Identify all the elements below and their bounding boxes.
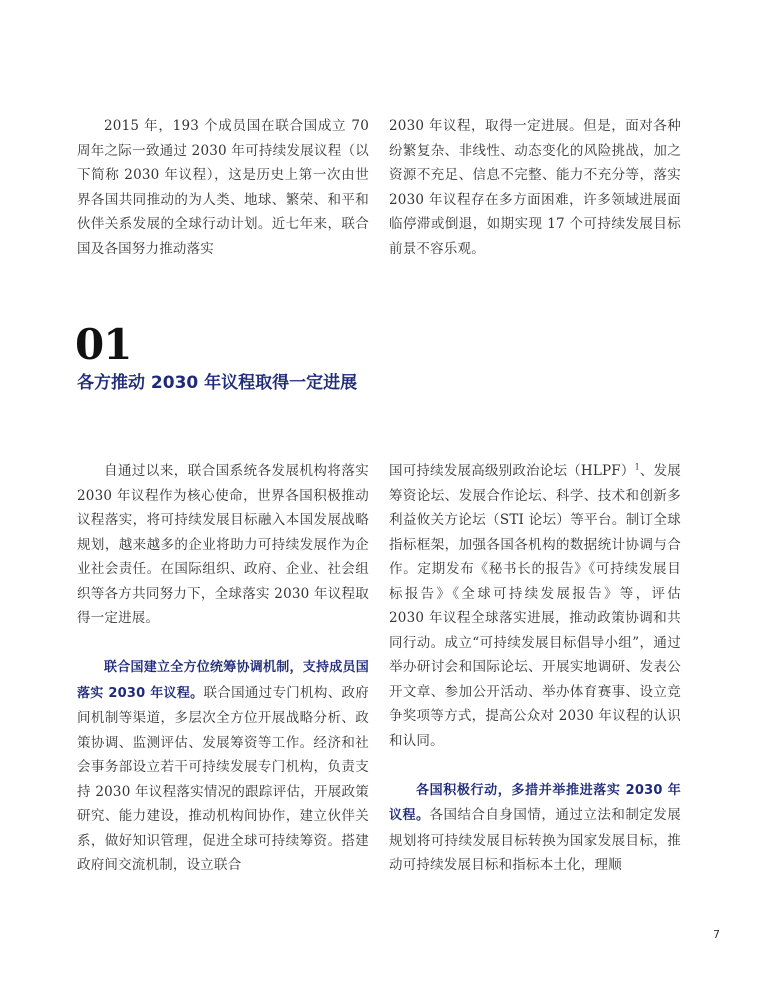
paragraph-lead-heading: 各国积极行动，多措并举推进落实 2030 年议程。 (389, 782, 681, 823)
section-right-column (389, 459, 681, 878)
section-title: 各方推动 2030 年议程取得一定进展 (77, 373, 358, 393)
body-paragraph (389, 778, 681, 878)
paragraph-body: 、发展筹资论坛、发展合作论坛、科学、技术和创新多利益攸关方论坛（STI 论坛）等平台。制订全球指标框架，加强各国各机构的数据统计协调与合作。定期发布《秘书长的报告》《可持续发展目标报告》《全球可持续发展报告》等，评估 2030 年议程全球落实进展，推动政策协调和共同行动。成立“可持续发展目标倡导小组”，通过举办研讨会和国际论坛、开展实地调研、发表公开文章、参加公开活动、举办体育赛事、设立竞争奖项等方式，提高公众对 2030 年议程的认识和认同。 (389, 463, 681, 749)
section-left-column (77, 459, 369, 878)
footnote-marker: 1 (634, 462, 640, 472)
paragraph-body: 各国结合自身国情，通过立法和制定发展规划将可持续发展目标转换为国家发展目标，推动可持续发展目标和指标本土化，理顺 (389, 807, 681, 873)
body-paragraph (389, 459, 681, 753)
paragraph-body: 国可持续发展高级别政治论坛（HLPF） (389, 463, 635, 479)
section-number: 01 (75, 320, 132, 369)
body-paragraph (77, 655, 369, 878)
paragraph-gap (389, 753, 681, 778)
intro-paragraph-right: 2030 年议程，取得一定进展。但是，面对各种纷繁复杂、非线性、动态变化的风险挑战，加之资源不充足、信息不完整、能力不充分等，落实 2030 年议程存在多方面困难，许多领域进展面临停滞或倒退，如期实现 17 个可持续发展目标前景不容乐观。 (389, 118, 681, 257)
paragraph-gap (77, 631, 369, 656)
intro-paragraph-left: 2015 年，193 个成员国在联合国成立 70 周年之际一致通过 2030 年可持续发展议程（以下简称 2030 年议程），这是历史上第一次由世界各国共同推动的为人类、地球、繁荣、和平和伙伴关系发展的全球行动计划。近七年来，联合国及各国努力推动落实 (77, 118, 369, 257)
page-number: 7 (713, 928, 720, 941)
paragraph-lead-heading: 联合国建立全方位统筹协调机制，支持成员国落实 2030 年议程。 (77, 660, 369, 701)
body-paragraph: 自通过以来，联合国系统各发展机构将落实 2030 年议程作为核心使命，世界各国积极推动议程落实，将可持续发展目标融入本国发展战略规划，越来越多的企业将助力可持续发展作为企业社会责任。在国际组织、政府、企业、社会组织等各方共同努力下，全球落实 2030 年议程取得一定进展。 (77, 463, 369, 626)
paragraph-body: 联合国通过专门机构、政府间机制等渠道，多层次全方位开展战略分析、政策协调、监测评估、发展筹资等工作。经济和社会事务部设立若干可持续发展专门机构，负责支持 2030 年议程落实情况的跟踪评估，开展政策研究、能力建设，推动机构间协作，建立伙伴关系，做好知识管理，促进全球可持续筹资。搭建政府间交流机制，设立联合 (77, 684, 369, 873)
intro-left-column (77, 114, 369, 261)
intro-right-column (389, 114, 681, 261)
